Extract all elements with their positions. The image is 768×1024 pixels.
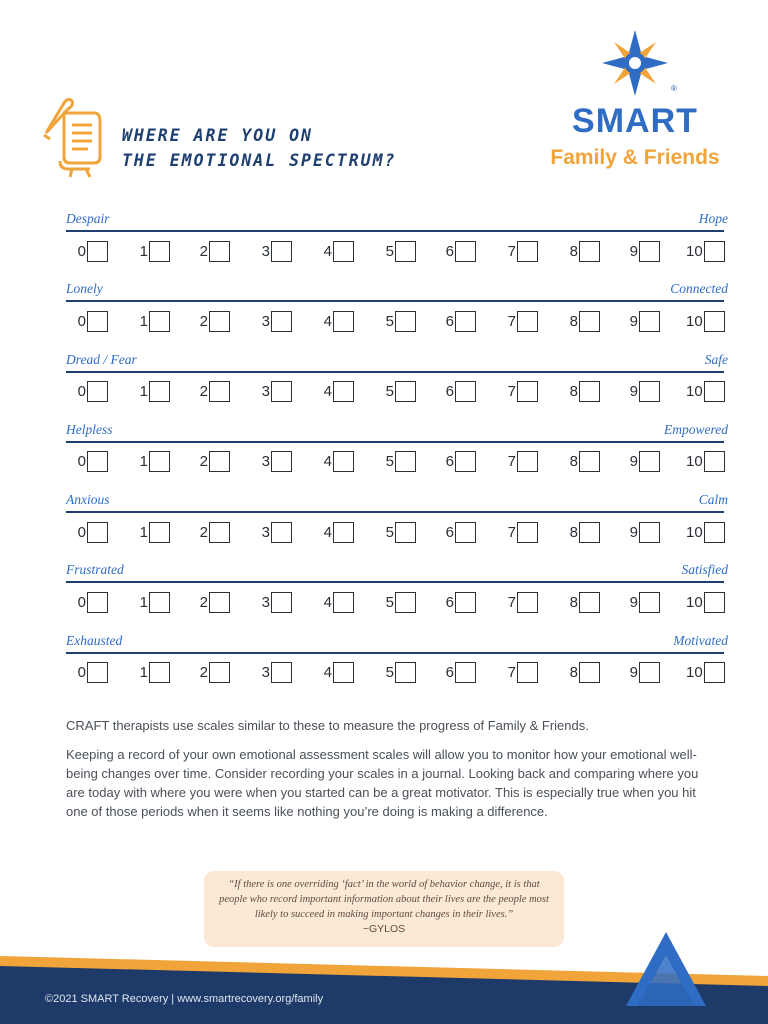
rating-checkbox[interactable] bbox=[517, 241, 538, 262]
scale-number: 8 bbox=[569, 312, 578, 330]
rating-checkbox[interactable] bbox=[579, 451, 600, 472]
smart-logo bbox=[540, 30, 730, 175]
scale-option[interactable] bbox=[198, 519, 230, 545]
scale-label-right: Satisfied bbox=[681, 562, 728, 578]
scale-number: 3 bbox=[261, 242, 270, 260]
scale-option[interactable] bbox=[198, 660, 230, 686]
scale-label-left: Dread / Fear bbox=[66, 351, 137, 367]
rating-checkbox[interactable] bbox=[271, 241, 292, 262]
scale-divider bbox=[66, 652, 724, 654]
smart-arrow-logo-icon bbox=[626, 932, 706, 1006]
scale-number: 10 bbox=[686, 453, 703, 471]
scale-row bbox=[66, 349, 728, 419]
rating-checkbox[interactable] bbox=[209, 311, 230, 332]
rating-checkbox[interactable] bbox=[455, 381, 476, 402]
scale-number: 0 bbox=[77, 242, 86, 260]
scale-number: 1 bbox=[139, 453, 148, 471]
scale-divider bbox=[66, 581, 724, 583]
scale-number: 10 bbox=[686, 593, 703, 611]
scale-row bbox=[66, 630, 728, 700]
scale-number: 5 bbox=[385, 593, 394, 611]
scale-option[interactable] bbox=[138, 660, 170, 686]
rating-checkbox[interactable] bbox=[704, 522, 725, 543]
scale-option[interactable] bbox=[628, 308, 660, 334]
rating-checkbox[interactable] bbox=[395, 522, 416, 543]
scale-divider bbox=[66, 511, 724, 513]
rating-checkbox[interactable] bbox=[639, 451, 660, 472]
rating-checkbox[interactable] bbox=[639, 381, 660, 402]
scroll-quill-icon bbox=[42, 95, 112, 180]
logo-wordmark: SMART bbox=[572, 102, 698, 140]
scale-option[interactable] bbox=[384, 379, 416, 405]
scale-number: 4 bbox=[323, 312, 332, 330]
rating-checkbox[interactable] bbox=[209, 662, 230, 683]
scale-option[interactable] bbox=[322, 519, 354, 545]
rating-checkbox[interactable] bbox=[149, 522, 170, 543]
scale-option[interactable] bbox=[384, 238, 416, 264]
scale-option[interactable] bbox=[686, 660, 725, 686]
scale-option[interactable] bbox=[260, 238, 292, 264]
rating-checkbox[interactable] bbox=[579, 241, 600, 262]
scale-option[interactable] bbox=[686, 589, 725, 615]
rating-checkbox[interactable] bbox=[579, 381, 600, 402]
rating-checkbox[interactable] bbox=[704, 662, 725, 683]
scale-option[interactable] bbox=[76, 238, 108, 264]
rating-checkbox[interactable] bbox=[704, 592, 725, 613]
rating-checkbox[interactable] bbox=[579, 311, 600, 332]
rating-checkbox[interactable] bbox=[149, 592, 170, 613]
scale-option[interactable] bbox=[76, 379, 108, 405]
scale-option[interactable] bbox=[138, 449, 170, 475]
scale-option[interactable] bbox=[506, 660, 538, 686]
scale-number: 4 bbox=[323, 664, 332, 682]
scale-option[interactable] bbox=[506, 379, 538, 405]
rating-checkbox[interactable] bbox=[271, 522, 292, 543]
scale-option[interactable] bbox=[198, 379, 230, 405]
scale-option[interactable] bbox=[568, 519, 600, 545]
rating-checkbox[interactable] bbox=[704, 381, 725, 402]
scale-number: 7 bbox=[507, 664, 516, 682]
scale-option[interactable] bbox=[568, 660, 600, 686]
scale-number: 0 bbox=[77, 664, 86, 682]
rating-checkbox[interactable] bbox=[149, 451, 170, 472]
scale-label-right: Safe bbox=[704, 351, 728, 367]
scale-option[interactable] bbox=[686, 519, 725, 545]
rating-checkbox[interactable] bbox=[87, 451, 108, 472]
scale-option[interactable] bbox=[198, 308, 230, 334]
scale-number: 6 bbox=[445, 664, 454, 682]
scale-number: 3 bbox=[261, 383, 270, 401]
rating-checkbox[interactable] bbox=[517, 592, 538, 613]
scale-number: 7 bbox=[507, 312, 516, 330]
scale-option[interactable] bbox=[198, 589, 230, 615]
rating-checkbox[interactable] bbox=[579, 662, 600, 683]
scale-option[interactable] bbox=[260, 308, 292, 334]
scale-option[interactable] bbox=[322, 449, 354, 475]
rating-checkbox[interactable] bbox=[209, 592, 230, 613]
scale-divider bbox=[66, 441, 724, 443]
scale-label-right: Motivated bbox=[673, 632, 728, 648]
scale-option[interactable] bbox=[506, 519, 538, 545]
scale-option[interactable] bbox=[260, 589, 292, 615]
scale-number: 1 bbox=[139, 383, 148, 401]
scale-number: 1 bbox=[139, 242, 148, 260]
rating-checkbox[interactable] bbox=[333, 381, 354, 402]
scale-option[interactable] bbox=[198, 238, 230, 264]
scale-number: 9 bbox=[629, 242, 638, 260]
scale-option[interactable] bbox=[444, 519, 476, 545]
scale-number: 0 bbox=[77, 453, 86, 471]
rating-checkbox[interactable] bbox=[149, 311, 170, 332]
scale-option[interactable] bbox=[138, 589, 170, 615]
scale-option[interactable] bbox=[628, 519, 660, 545]
scale-label-left: Despair bbox=[66, 211, 110, 226]
rating-checkbox[interactable] bbox=[87, 592, 108, 613]
scale-option[interactable] bbox=[198, 449, 230, 475]
scale-number: 0 bbox=[77, 312, 86, 330]
scale-option[interactable] bbox=[444, 379, 476, 405]
scale-number: 5 bbox=[385, 523, 394, 541]
scale-number: 9 bbox=[629, 523, 638, 541]
footer-band bbox=[0, 930, 768, 1024]
scale-option[interactable] bbox=[686, 449, 725, 475]
scale-option[interactable] bbox=[568, 308, 600, 334]
scale-number: 0 bbox=[77, 593, 86, 611]
scale-number: 6 bbox=[445, 312, 454, 330]
scale-divider bbox=[66, 371, 724, 373]
scale-number: 5 bbox=[385, 453, 394, 471]
rating-checkbox[interactable] bbox=[209, 381, 230, 402]
scale-number: 4 bbox=[323, 242, 332, 260]
scale-option[interactable] bbox=[384, 589, 416, 615]
rating-checkbox[interactable] bbox=[455, 662, 476, 683]
scale-option[interactable] bbox=[628, 589, 660, 615]
scale-number: 4 bbox=[323, 383, 332, 401]
rating-checkbox[interactable] bbox=[333, 662, 354, 683]
scale-number: 2 bbox=[199, 242, 208, 260]
scale-option[interactable] bbox=[322, 660, 354, 686]
rating-checkbox[interactable] bbox=[333, 311, 354, 332]
scale-number: 6 bbox=[445, 242, 454, 260]
scale-number: 2 bbox=[199, 664, 208, 682]
quote-author: ~GYLOS bbox=[362, 923, 406, 935]
scale-number: 7 bbox=[507, 453, 516, 471]
scale-number: 3 bbox=[261, 523, 270, 541]
footer-copyright: ©2021 SMART Recovery | www.smartrecovery.org/family bbox=[45, 993, 324, 1005]
scale-option[interactable] bbox=[628, 660, 660, 686]
rating-checkbox[interactable] bbox=[395, 451, 416, 472]
scale-label-left: Lonely bbox=[66, 281, 103, 297]
rating-checkbox[interactable] bbox=[209, 241, 230, 262]
scale-number: 1 bbox=[139, 312, 148, 330]
scale-number: 5 bbox=[385, 312, 394, 330]
scale-option[interactable] bbox=[506, 308, 538, 334]
scale-row bbox=[66, 419, 728, 489]
rating-checkbox[interactable] bbox=[704, 311, 725, 332]
rating-checkbox[interactable] bbox=[395, 592, 416, 613]
rating-checkbox[interactable] bbox=[149, 662, 170, 683]
scale-number: 6 bbox=[445, 383, 454, 401]
scale-option[interactable] bbox=[384, 449, 416, 475]
scale-number: 8 bbox=[569, 383, 578, 401]
scale-option[interactable] bbox=[568, 379, 600, 405]
rating-checkbox[interactable] bbox=[517, 381, 538, 402]
scale-option[interactable] bbox=[138, 379, 170, 405]
rating-checkbox[interactable] bbox=[517, 522, 538, 543]
scale-number: 2 bbox=[199, 312, 208, 330]
rating-checkbox[interactable] bbox=[87, 311, 108, 332]
rating-checkbox[interactable] bbox=[395, 241, 416, 262]
scale-label-left: Frustrated bbox=[66, 562, 124, 578]
scale-label-right: Empowered bbox=[664, 421, 728, 437]
scale-number: 10 bbox=[686, 664, 703, 682]
scale-option[interactable] bbox=[568, 589, 600, 615]
scale-option[interactable] bbox=[260, 660, 292, 686]
rating-checkbox[interactable] bbox=[333, 451, 354, 472]
scale-option[interactable] bbox=[444, 238, 476, 264]
rating-checkbox[interactable] bbox=[517, 451, 538, 472]
scale-number: 4 bbox=[323, 593, 332, 611]
rating-checkbox[interactable] bbox=[455, 592, 476, 613]
scale-row bbox=[66, 559, 728, 629]
scale-option[interactable] bbox=[138, 519, 170, 545]
compass-star-icon bbox=[602, 30, 668, 96]
scale-option[interactable] bbox=[76, 519, 108, 545]
scale-number: 7 bbox=[507, 242, 516, 260]
scale-number: 2 bbox=[199, 453, 208, 471]
rating-checkbox[interactable] bbox=[455, 522, 476, 543]
scale-option[interactable] bbox=[384, 308, 416, 334]
rating-checkbox[interactable] bbox=[395, 662, 416, 683]
scale-number: 8 bbox=[569, 453, 578, 471]
body-paragraph: Keeping a record of your own emotional assessment scales will allow you to monitor how your emotional well-being changes over time. Consider recording your scales in a journal. Looking back and comparing where you are today with where you were when you started can be a great motivator. This is especially true when you hit one of those periods when it seems like nothing you’re doing is making a difference. bbox=[66, 747, 699, 819]
scale-option[interactable] bbox=[138, 308, 170, 334]
title-line-2: THE EMOTIONAL SPECTRUM? bbox=[122, 151, 397, 170]
scale-number: 10 bbox=[686, 242, 703, 260]
rating-checkbox[interactable] bbox=[704, 451, 725, 472]
scale-row bbox=[66, 208, 728, 278]
rating-checkbox[interactable] bbox=[517, 311, 538, 332]
scale-option[interactable] bbox=[384, 519, 416, 545]
scale-number: 8 bbox=[569, 664, 578, 682]
rating-checkbox[interactable] bbox=[87, 662, 108, 683]
scale-number: 10 bbox=[686, 312, 703, 330]
rating-checkbox[interactable] bbox=[579, 592, 600, 613]
rating-checkbox[interactable] bbox=[395, 311, 416, 332]
scale-number: 5 bbox=[385, 383, 394, 401]
rating-checkbox[interactable] bbox=[639, 241, 660, 262]
rating-checkbox[interactable] bbox=[271, 311, 292, 332]
scale-option[interactable] bbox=[628, 238, 660, 264]
rating-checkbox[interactable] bbox=[333, 522, 354, 543]
scale-number: 1 bbox=[139, 523, 148, 541]
scale-number: 7 bbox=[507, 383, 516, 401]
scale-option[interactable] bbox=[506, 449, 538, 475]
scale-option[interactable] bbox=[506, 238, 538, 264]
scale-number: 1 bbox=[139, 664, 148, 682]
rating-checkbox[interactable] bbox=[333, 241, 354, 262]
quote-text: “If there is one overriding ‘fact’ in the world of behavior change, it is that people who record important information about their lives are the people most likely to succeed in making important changes in their lives.” bbox=[219, 879, 549, 920]
scale-option[interactable] bbox=[444, 449, 476, 475]
scale-option[interactable] bbox=[444, 589, 476, 615]
scale-number: 3 bbox=[261, 664, 270, 682]
scale-option[interactable] bbox=[76, 308, 108, 334]
rating-checkbox[interactable] bbox=[395, 381, 416, 402]
scale-option[interactable] bbox=[260, 519, 292, 545]
rating-checkbox[interactable] bbox=[149, 241, 170, 262]
scale-number: 5 bbox=[385, 242, 394, 260]
scale-label-right: Calm bbox=[698, 492, 728, 508]
rating-checkbox[interactable] bbox=[271, 451, 292, 472]
scale-option[interactable] bbox=[384, 660, 416, 686]
rating-checkbox[interactable] bbox=[333, 592, 354, 613]
scale-option[interactable] bbox=[260, 449, 292, 475]
scale-number: 10 bbox=[686, 383, 703, 401]
scale-label-left: Helpless bbox=[66, 421, 113, 437]
scale-row bbox=[66, 278, 728, 348]
rating-checkbox[interactable] bbox=[517, 662, 538, 683]
scale-option[interactable] bbox=[686, 379, 725, 405]
scale-option[interactable] bbox=[322, 238, 354, 264]
rating-checkbox[interactable] bbox=[455, 241, 476, 262]
scale-number: 0 bbox=[77, 523, 86, 541]
scale-option[interactable] bbox=[322, 308, 354, 334]
rating-checkbox[interactable] bbox=[455, 451, 476, 472]
scale-number: 3 bbox=[261, 312, 270, 330]
scale-option[interactable] bbox=[444, 660, 476, 686]
scale-number: 7 bbox=[507, 523, 516, 541]
scale-option[interactable] bbox=[444, 308, 476, 334]
scale-number: 7 bbox=[507, 593, 516, 611]
scale-divider bbox=[66, 230, 724, 232]
scale-option[interactable] bbox=[686, 308, 725, 334]
scale-row bbox=[66, 489, 728, 559]
scale-label-right: Connected bbox=[670, 281, 728, 297]
scale-number: 9 bbox=[629, 312, 638, 330]
scale-number: 1 bbox=[139, 593, 148, 611]
scale-option[interactable] bbox=[76, 660, 108, 686]
registered-mark: ® bbox=[671, 84, 677, 93]
scale-option[interactable] bbox=[628, 449, 660, 475]
rating-checkbox[interactable] bbox=[639, 311, 660, 332]
scale-option[interactable] bbox=[138, 238, 170, 264]
scale-number: 2 bbox=[199, 383, 208, 401]
scale-number: 4 bbox=[323, 453, 332, 471]
scale-number: 6 bbox=[445, 453, 454, 471]
page-title bbox=[122, 123, 396, 173]
scale-number: 6 bbox=[445, 593, 454, 611]
scale-option[interactable] bbox=[506, 589, 538, 615]
rating-checkbox[interactable] bbox=[271, 381, 292, 402]
scale-label-left: Exhausted bbox=[66, 632, 123, 648]
scale-number: 0 bbox=[77, 383, 86, 401]
rating-checkbox[interactable] bbox=[209, 451, 230, 472]
scale-option[interactable] bbox=[322, 379, 354, 405]
scale-number: 3 bbox=[261, 453, 270, 471]
scale-number: 8 bbox=[569, 523, 578, 541]
title-line-1: WHERE ARE YOU ON bbox=[122, 126, 313, 145]
rating-checkbox[interactable] bbox=[704, 241, 725, 262]
scale-divider bbox=[66, 300, 724, 302]
emotional-scales bbox=[66, 208, 728, 700]
scale-number: 9 bbox=[629, 383, 638, 401]
scale-option[interactable] bbox=[686, 238, 725, 264]
logo-tagline: Family & Friends bbox=[550, 146, 720, 169]
scale-number: 2 bbox=[199, 523, 208, 541]
scale-number: 8 bbox=[569, 242, 578, 260]
scale-option[interactable] bbox=[568, 238, 600, 264]
scale-number: 9 bbox=[629, 593, 638, 611]
scale-number: 6 bbox=[445, 523, 454, 541]
scale-option[interactable] bbox=[628, 379, 660, 405]
rating-checkbox[interactable] bbox=[209, 522, 230, 543]
rating-checkbox[interactable] bbox=[87, 381, 108, 402]
rating-checkbox[interactable] bbox=[455, 311, 476, 332]
scale-option[interactable] bbox=[260, 379, 292, 405]
rating-checkbox[interactable] bbox=[149, 381, 170, 402]
scale-number: 5 bbox=[385, 664, 394, 682]
scale-option[interactable] bbox=[568, 449, 600, 475]
rating-checkbox[interactable] bbox=[639, 522, 660, 543]
rating-checkbox[interactable] bbox=[87, 522, 108, 543]
rating-checkbox[interactable] bbox=[87, 241, 108, 262]
scale-label-left: Anxious bbox=[66, 492, 110, 508]
rating-checkbox[interactable] bbox=[271, 662, 292, 683]
scale-number: 4 bbox=[323, 523, 332, 541]
scale-number: 9 bbox=[629, 664, 638, 682]
rating-checkbox[interactable] bbox=[271, 592, 292, 613]
rating-checkbox[interactable] bbox=[579, 522, 600, 543]
intro-paragraph: CRAFT therapists use scales similar to these to measure the progress of Family & Friends. bbox=[66, 718, 589, 733]
scale-number: 3 bbox=[261, 593, 270, 611]
scale-label-right: Hope bbox=[698, 211, 728, 226]
rating-checkbox[interactable] bbox=[639, 592, 660, 613]
scale-option[interactable] bbox=[322, 589, 354, 615]
scale-number: 2 bbox=[199, 593, 208, 611]
scale-option[interactable] bbox=[76, 589, 108, 615]
scale-number: 8 bbox=[569, 593, 578, 611]
scale-number: 9 bbox=[629, 453, 638, 471]
scale-option[interactable] bbox=[76, 449, 108, 475]
scale-number: 10 bbox=[686, 523, 703, 541]
rating-checkbox[interactable] bbox=[639, 662, 660, 683]
